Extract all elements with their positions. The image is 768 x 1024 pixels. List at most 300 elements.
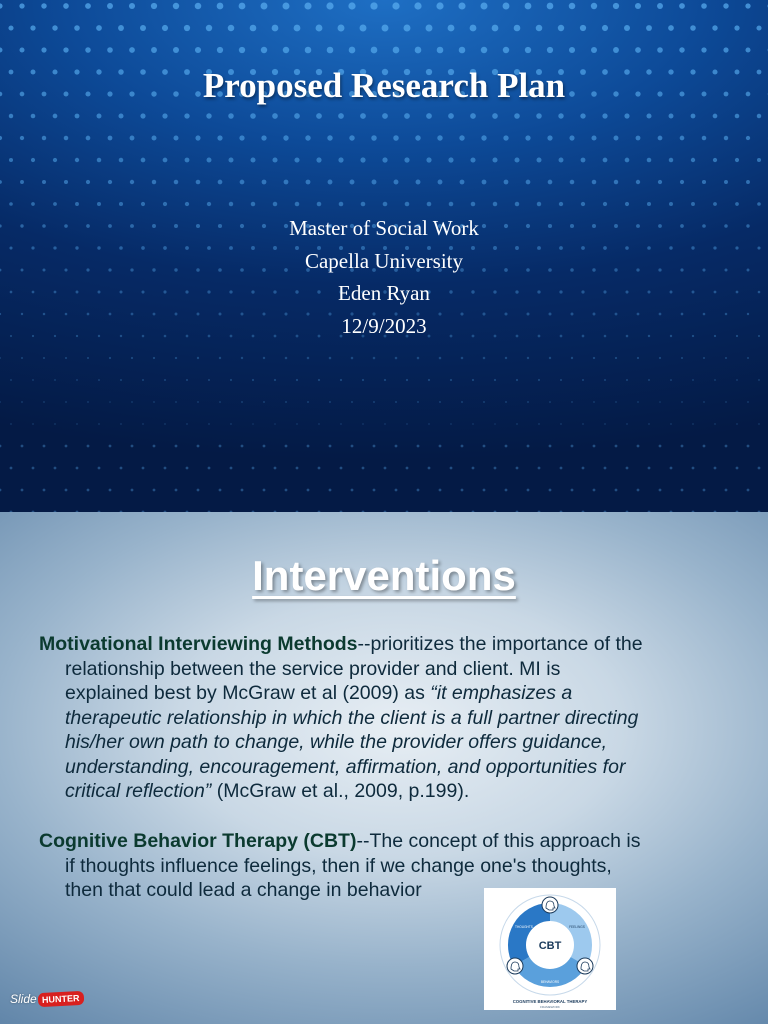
background-dot <box>76 423 78 425</box>
background-dot <box>42 180 46 184</box>
background-dot <box>228 113 234 119</box>
background-dot <box>340 423 342 425</box>
background-dot <box>360 113 366 119</box>
background-dot <box>118 25 124 31</box>
background-dot <box>163 202 167 206</box>
background-dot <box>373 401 375 403</box>
background-dot <box>75 158 79 162</box>
background-dot <box>669 114 674 119</box>
background-dot <box>624 25 630 31</box>
background-dot <box>549 445 552 448</box>
background-dot <box>285 401 287 403</box>
background-dot <box>120 467 123 470</box>
segment-label-thoughts: THOUGHTS <box>515 925 533 929</box>
background-dot <box>229 158 234 163</box>
background-dot <box>10 467 13 470</box>
background-dot <box>559 158 564 163</box>
background-dot <box>428 379 430 381</box>
background-dot <box>405 202 410 207</box>
mi-definition-start: --prioritizes the importance of the <box>357 633 643 655</box>
background-dot <box>10 379 12 381</box>
background-dot <box>450 467 453 470</box>
background-dot <box>75 202 79 206</box>
background-dot <box>241 401 243 403</box>
background-dot <box>713 158 717 162</box>
mi-citation: (McGraw et al., 2009, p.199). <box>211 780 470 802</box>
background-dot <box>723 3 728 8</box>
background-dot <box>404 113 410 119</box>
background-dot <box>472 379 474 381</box>
background-dot <box>526 180 531 185</box>
background-dot <box>318 379 320 381</box>
background-dot <box>437 135 442 140</box>
background-dot <box>284 180 289 185</box>
background-dot <box>525 47 531 53</box>
background-dot <box>392 2 399 9</box>
background-dot <box>152 136 157 141</box>
background-dot <box>272 25 279 32</box>
background-dot <box>85 47 91 53</box>
background-dot <box>316 113 322 119</box>
background-dot <box>547 47 553 53</box>
background-dot <box>538 423 540 425</box>
background-dot <box>505 445 508 448</box>
background-dot <box>163 158 168 163</box>
background-dot <box>219 357 221 359</box>
background-dot <box>582 423 584 425</box>
background-dot <box>195 135 200 140</box>
background-dot <box>252 423 254 425</box>
background-dot <box>52 25 57 30</box>
background-dot <box>481 3 488 10</box>
background-dot <box>670 423 672 425</box>
background-dot <box>560 423 562 425</box>
background-dot <box>481 135 486 140</box>
background-dot <box>637 489 640 492</box>
background-dot <box>327 47 334 54</box>
background-dot <box>426 25 433 32</box>
background-dot <box>417 357 420 360</box>
background-dot <box>141 158 146 163</box>
background-dot <box>19 3 24 8</box>
background-dot <box>207 202 211 206</box>
background-dot <box>647 158 652 163</box>
background-dot <box>283 47 290 54</box>
background-dot <box>417 489 420 492</box>
mi-line-last <box>39 779 739 804</box>
university-name: Capella University <box>304 248 464 273</box>
background-dot <box>395 401 397 403</box>
background-dot <box>65 401 67 403</box>
background-dot <box>669 158 673 162</box>
background-dot <box>680 180 684 184</box>
background-dot <box>250 157 255 162</box>
background-dot <box>261 47 267 53</box>
background-dot <box>668 25 674 31</box>
background-dot <box>294 113 300 119</box>
interventions-slide <box>0 512 768 1024</box>
background-dot <box>43 357 45 359</box>
background-dot <box>658 136 663 141</box>
background-dot <box>340 467 343 470</box>
background-dot <box>239 3 246 10</box>
background-dot <box>76 467 79 470</box>
background-dot <box>547 135 552 140</box>
background-dot <box>505 357 507 359</box>
background-dot <box>713 202 717 206</box>
background-dot <box>327 135 332 140</box>
background-dot <box>230 423 232 425</box>
background-dot <box>581 158 586 163</box>
background-dot <box>724 180 728 184</box>
background-dot <box>120 423 122 425</box>
background-dot <box>394 180 399 185</box>
background-dot <box>241 489 244 492</box>
background-dot <box>428 467 431 470</box>
background-dot <box>338 113 344 119</box>
background-dot <box>470 157 475 162</box>
background-dot <box>351 357 354 360</box>
background-dot <box>659 357 661 359</box>
background-dot <box>372 180 377 185</box>
background-dot <box>560 467 563 470</box>
background-dot <box>217 135 222 140</box>
background-dot <box>97 158 101 162</box>
background-dot <box>250 25 257 32</box>
background-dot <box>483 401 485 403</box>
background-dot <box>461 401 463 403</box>
background-dot <box>0 180 2 184</box>
background-dot <box>208 467 211 470</box>
background-dot <box>503 3 510 10</box>
background-dot <box>669 202 673 206</box>
background-dot <box>65 357 67 359</box>
background-dot <box>680 136 685 141</box>
background-dot <box>316 25 323 32</box>
background-dot <box>615 489 618 492</box>
background-dot <box>362 379 364 381</box>
background-dot <box>637 445 640 448</box>
background-dot <box>459 47 466 54</box>
presentation-date: 12/9/2023 <box>341 313 427 338</box>
background-dot <box>536 25 543 32</box>
background-dot <box>658 180 662 184</box>
background-dot <box>296 379 298 381</box>
background-dot <box>725 489 728 492</box>
background-dot <box>54 379 56 381</box>
background-dot <box>64 180 68 184</box>
slide-title: Proposed Research Plan <box>202 66 566 105</box>
background-dot <box>580 25 586 31</box>
background-dot <box>482 180 487 185</box>
background-dot <box>317 202 322 207</box>
background-dot <box>736 379 738 381</box>
background-dot <box>690 25 696 31</box>
background-dot <box>626 467 629 470</box>
background-dot <box>659 445 662 448</box>
background-dot <box>261 135 266 140</box>
background-dot <box>274 467 277 470</box>
background-dot <box>153 357 155 359</box>
background-dot <box>239 47 245 53</box>
background-dot <box>569 47 575 53</box>
background-dot <box>349 47 356 54</box>
background-dot <box>735 158 739 162</box>
cbt-line-1 <box>39 829 739 854</box>
background-dot <box>747 401 749 403</box>
background-dot <box>681 357 683 359</box>
mi-quote-line: his/her own path to change, while the provider offers guidance, <box>65 731 608 753</box>
background-dot <box>581 202 585 206</box>
background-dot <box>527 357 529 359</box>
background-dot <box>219 489 222 492</box>
background-dot <box>54 423 56 425</box>
background-dot <box>712 25 717 30</box>
background-dot <box>427 202 432 207</box>
background-dot <box>758 379 760 381</box>
background-dot <box>153 489 156 492</box>
background-dot <box>691 114 696 119</box>
background-dot <box>492 113 498 119</box>
background-dot <box>745 3 750 8</box>
logo-text-hunter: HUNTER <box>37 991 83 1007</box>
background-dot <box>472 423 474 425</box>
background-dot <box>756 25 761 30</box>
background-dot <box>64 136 69 141</box>
mi-quote-line: therapeutic relationship in which the client is a full partner directing <box>65 706 639 729</box>
mi-line-3 <box>39 681 739 706</box>
background-dot <box>395 489 398 492</box>
background-dot <box>493 202 498 207</box>
background-dot <box>87 445 90 448</box>
background-dot <box>164 467 167 470</box>
background-dot <box>296 423 298 425</box>
background-dot <box>615 357 617 359</box>
background-dot <box>21 401 23 403</box>
background-dot <box>571 489 574 492</box>
background-dot <box>472 467 475 470</box>
background-dot <box>614 180 618 184</box>
background-dot <box>41 47 46 52</box>
background-dot <box>492 25 499 32</box>
background-dot <box>207 158 212 163</box>
background-dot <box>681 401 683 403</box>
background-dot <box>329 357 332 360</box>
background-dot <box>318 467 321 470</box>
background-dot <box>723 47 728 52</box>
background-dot <box>21 445 24 448</box>
background-dot <box>382 113 388 119</box>
background-dot <box>636 136 641 141</box>
background-dot <box>186 423 188 425</box>
background-dot <box>635 3 641 9</box>
background-dot <box>348 2 355 9</box>
background-dot <box>593 357 595 359</box>
background-dot <box>571 357 573 359</box>
background-dot <box>691 202 695 206</box>
background-dot <box>395 357 398 360</box>
background-dot <box>604 423 606 425</box>
interventions-heading: Interventions <box>252 552 516 599</box>
background-dot <box>174 180 179 185</box>
background-dot <box>483 489 486 492</box>
background-dot <box>262 180 267 185</box>
background-dot <box>736 467 739 470</box>
background-dot <box>626 379 628 381</box>
background-dot <box>97 202 101 206</box>
background-dot <box>758 423 760 425</box>
background-dot <box>646 25 652 31</box>
background-dot <box>294 25 301 32</box>
background-dot <box>118 113 123 118</box>
mi-source-intro: explained best by McGraw et al (2009) as <box>65 682 431 704</box>
background-dot <box>43 401 45 403</box>
background-dot <box>295 202 300 207</box>
background-dot <box>142 423 144 425</box>
background-dot <box>162 113 167 118</box>
background-dot <box>130 136 135 141</box>
background-dot <box>19 47 24 52</box>
background-dot <box>725 357 727 359</box>
mi-line-1 <box>39 632 739 657</box>
background-dot <box>87 489 90 492</box>
background-dot <box>370 2 377 9</box>
background-dot <box>98 423 100 425</box>
background-dot <box>119 158 124 163</box>
background-dot <box>393 135 399 141</box>
background-dot <box>109 401 111 403</box>
background-dot <box>87 401 89 403</box>
background-dot <box>436 2 443 9</box>
background-dot <box>53 158 57 162</box>
background-dot <box>670 467 673 470</box>
background-dot <box>549 357 551 359</box>
background-dot <box>494 423 496 425</box>
background-dot <box>461 445 464 448</box>
background-dot <box>428 423 430 425</box>
background-dot <box>285 489 288 492</box>
background-dot <box>350 180 355 185</box>
background-dot <box>98 467 101 470</box>
background-dot <box>560 379 562 381</box>
background-dot <box>131 445 134 448</box>
background-dot <box>228 25 235 32</box>
background-dot <box>702 136 707 141</box>
cbt-paragraph <box>39 829 739 903</box>
background-dot <box>97 114 102 119</box>
background-dot <box>131 489 134 492</box>
cbt-line-3: then that could lead a change in behavior <box>65 879 422 901</box>
background-dot <box>558 113 563 118</box>
background-dot <box>241 445 244 448</box>
background-dot <box>494 379 496 381</box>
background-dot <box>197 401 199 403</box>
background-dot <box>679 3 685 9</box>
background-dot <box>438 180 443 185</box>
background-dot <box>701 3 707 9</box>
background-dot <box>657 3 663 9</box>
background-dot <box>613 3 619 9</box>
background-dot <box>338 25 345 32</box>
background-dot <box>746 136 750 140</box>
background-dot <box>173 47 179 53</box>
background-dot <box>195 3 202 10</box>
background-dot <box>648 467 651 470</box>
background-dot <box>362 467 365 470</box>
background-dot <box>703 357 705 359</box>
background-dot <box>692 379 694 381</box>
background-dot <box>329 401 331 403</box>
background-dot <box>516 467 519 470</box>
background-dot <box>548 180 553 185</box>
background-dot <box>747 489 750 492</box>
background-dot <box>197 357 199 359</box>
background-dot <box>307 401 309 403</box>
background-dot <box>43 445 46 448</box>
background-dot <box>185 158 190 163</box>
background-dot <box>449 202 454 207</box>
background-dot <box>735 114 740 119</box>
background-dot <box>415 135 420 140</box>
background-dot <box>218 180 223 185</box>
background-dot <box>448 113 454 119</box>
background-dot <box>625 158 630 163</box>
background-dot <box>151 3 157 9</box>
background-dot <box>252 379 254 381</box>
background-dot <box>10 423 12 425</box>
background-dot <box>241 357 243 359</box>
background-dot <box>703 445 706 448</box>
background-dot <box>307 445 310 448</box>
background-dot <box>285 357 288 360</box>
background-dot <box>514 113 520 119</box>
background-dot <box>569 135 574 140</box>
background-dot <box>637 401 639 403</box>
background-dot <box>184 25 190 31</box>
background-dot <box>307 489 310 492</box>
background-dot <box>461 357 464 360</box>
background-dot <box>406 379 408 381</box>
background-dot <box>164 423 166 425</box>
background-dot <box>582 467 585 470</box>
background-dot <box>175 489 178 492</box>
background-dot <box>593 401 595 403</box>
mi-quote-end: critical reflection” <box>65 780 212 802</box>
background-dot <box>514 157 519 162</box>
background-dot <box>338 157 343 162</box>
background-dot <box>109 489 112 492</box>
background-dot <box>527 401 529 403</box>
background-dot <box>593 489 596 492</box>
background-dot <box>32 379 34 381</box>
background-dot <box>725 401 727 403</box>
background-dot <box>41 3 46 8</box>
background-dot <box>615 445 618 448</box>
background-dot <box>263 401 265 403</box>
background-dot <box>591 135 596 140</box>
background-dot <box>53 202 57 206</box>
background-dot <box>0 489 1 492</box>
background-dot <box>547 3 554 10</box>
background-dot <box>569 3 576 10</box>
background-dot <box>362 423 364 425</box>
background-dot <box>593 445 596 448</box>
background-dot <box>65 445 68 448</box>
background-dot <box>757 202 761 206</box>
background-dot <box>31 158 35 162</box>
background-dot <box>54 467 57 470</box>
background-dot <box>351 401 353 403</box>
